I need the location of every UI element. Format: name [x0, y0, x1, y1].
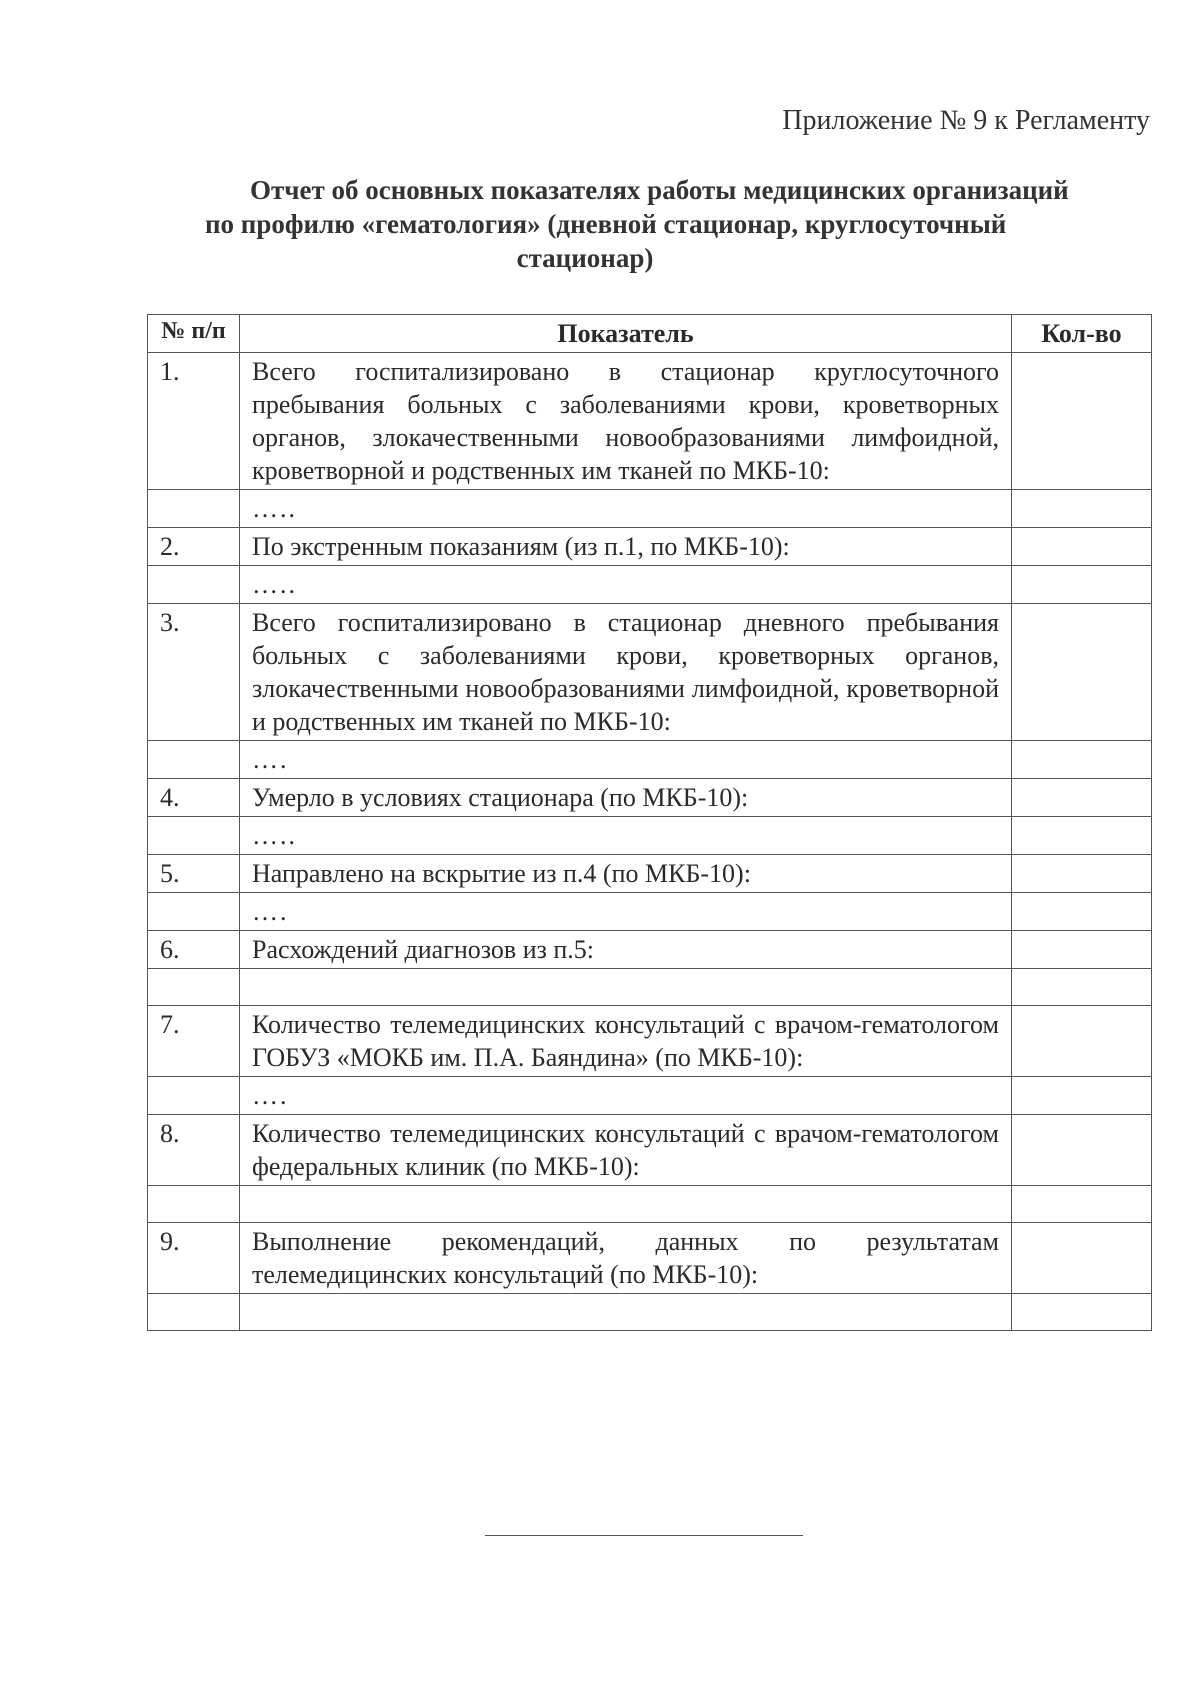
subrow-number-cell: [148, 1186, 240, 1223]
signature-line: [485, 1535, 803, 1536]
subrow-number-cell: [148, 893, 240, 931]
subrow-placeholder: ….: [240, 1077, 1012, 1115]
subrow-number-cell: [148, 1077, 240, 1115]
subrow-number-cell: [148, 969, 240, 1006]
subrow-number-cell: [148, 741, 240, 779]
table-row: [148, 855, 1152, 893]
table-subrow: [148, 893, 1152, 931]
table-row: [148, 353, 1152, 490]
table-row: [148, 1006, 1152, 1077]
table-subrow: [148, 969, 1152, 1006]
table-row: [148, 779, 1152, 817]
row-quantity-cell[interactable]: [1012, 1115, 1152, 1186]
subrow-placeholder: …..: [240, 817, 1012, 855]
row-number: 4.: [148, 779, 240, 817]
row-number: 2.: [148, 528, 240, 566]
table-subrow: [148, 1186, 1152, 1223]
report-table: [147, 314, 1152, 1331]
column-header-number: № п/п: [148, 315, 240, 353]
row-indicator: Количество телемедицинских консультаций с врачом-гематологом федеральных клиник (по МКБ-10):: [240, 1115, 1012, 1186]
column-header-indicator: Показатель: [240, 315, 1012, 353]
row-indicator: Выполнение рекомендаций, данных по результатам телемедицинских консультаций (по МКБ-10):: [240, 1223, 1012, 1294]
subrow-quantity-cell[interactable]: [1012, 1294, 1152, 1331]
row-quantity-cell[interactable]: [1012, 604, 1152, 741]
row-quantity-cell[interactable]: [1012, 931, 1152, 969]
subrow-placeholder: ….: [240, 893, 1012, 931]
subrow-quantity-cell[interactable]: [1012, 566, 1152, 604]
row-number: 9.: [148, 1223, 240, 1294]
row-quantity-cell[interactable]: [1012, 1006, 1152, 1077]
row-indicator: По экстренным показаниям (из п.1, по МКБ-10):: [240, 528, 1012, 566]
row-indicator: Умерло в условиях стационара (по МКБ-10):: [240, 779, 1012, 817]
row-number: 8.: [148, 1115, 240, 1186]
row-number: 7.: [148, 1006, 240, 1077]
subrow-quantity-cell[interactable]: [1012, 1186, 1152, 1223]
subrow-number-cell: [148, 490, 240, 528]
table-subrow: [148, 1294, 1152, 1331]
subrow-quantity-cell[interactable]: [1012, 490, 1152, 528]
row-quantity-cell[interactable]: [1012, 1223, 1152, 1294]
title-line-3: стационар): [516, 243, 654, 273]
subrow-placeholder: …..: [240, 566, 1012, 604]
table-header-row: [148, 315, 1152, 353]
row-indicator: Количество телемедицинских консультаций с врачом-гематологом ГОБУЗ «МОКБ им. П.А. Баяндина» (по МКБ-10):: [240, 1006, 1012, 1077]
subrow-number-cell: [148, 817, 240, 855]
row-quantity-cell[interactable]: [1012, 353, 1152, 490]
table-subrow: [148, 741, 1152, 779]
subrow-number-cell: [148, 566, 240, 604]
row-indicator: Расхождений диагнозов из п.5:: [240, 931, 1012, 969]
row-quantity-cell[interactable]: [1012, 779, 1152, 817]
appendix-label: Приложение № 9 к Регламенту: [782, 105, 1150, 136]
subrow-quantity-cell[interactable]: [1012, 817, 1152, 855]
subrow-placeholder: [240, 1294, 1012, 1331]
row-number: 5.: [148, 855, 240, 893]
table-row: [148, 931, 1152, 969]
row-number: 6.: [148, 931, 240, 969]
table-row: [148, 1115, 1152, 1186]
subrow-placeholder: [240, 969, 1012, 1006]
table-row: [148, 604, 1152, 741]
title-line-2: по профилю «гематология» (дневной стационар, круглосуточный: [205, 209, 1007, 239]
title-line-1: Отчет об основных показателях работы медицинских организаций: [250, 175, 1069, 205]
row-indicator: Направлено на вскрытие из п.4 (по МКБ-10):: [240, 855, 1012, 893]
table-subrow: [148, 1077, 1152, 1115]
table-subrow: [148, 817, 1152, 855]
subrow-quantity-cell[interactable]: [1012, 741, 1152, 779]
subrow-quantity-cell[interactable]: [1012, 1077, 1152, 1115]
table-subrow: [148, 566, 1152, 604]
subrow-placeholder: …..: [240, 490, 1012, 528]
row-indicator: Всего госпитализировано в стационар дневного пребывания больных с заболеваниями крови, кроветворных органов, злокачественными новообразованиями лимфоидной, кроветворной и родственных им тканей по МКБ-10:: [240, 604, 1012, 741]
table-row: [148, 528, 1152, 566]
document-title: [205, 173, 1175, 275]
table-row: [148, 1223, 1152, 1294]
subrow-number-cell: [148, 1294, 240, 1331]
subrow-quantity-cell[interactable]: [1012, 893, 1152, 931]
row-quantity-cell[interactable]: [1012, 855, 1152, 893]
table-subrow: [148, 490, 1152, 528]
subrow-placeholder: [240, 1186, 1012, 1223]
subrow-quantity-cell[interactable]: [1012, 969, 1152, 1006]
row-number: 1.: [148, 353, 240, 490]
column-header-quantity: Кол-во: [1012, 315, 1152, 353]
subrow-placeholder: ….: [240, 741, 1012, 779]
row-number: 3.: [148, 604, 240, 741]
row-quantity-cell[interactable]: [1012, 528, 1152, 566]
row-indicator: Всего госпитализировано в стационар круглосуточного пребывания больных с заболеваниями крови, кроветворных органов, злокачественными новообразованиями лимфоидной, кроветворной и родственных им тканей по МКБ-10:: [240, 353, 1012, 490]
